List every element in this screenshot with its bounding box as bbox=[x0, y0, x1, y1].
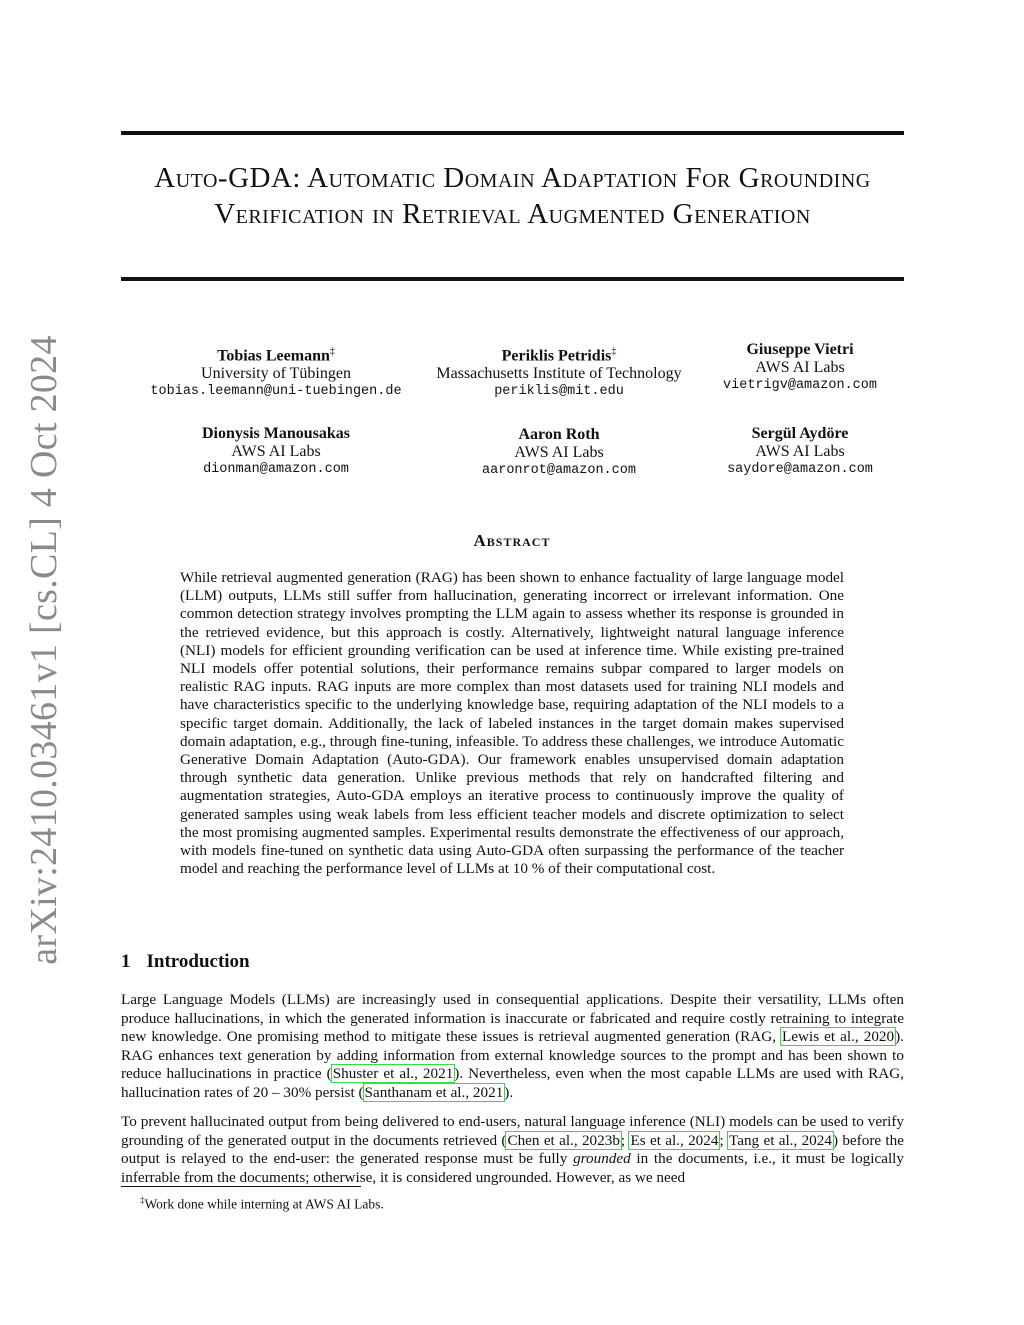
emphasis-text: grounded bbox=[573, 1150, 631, 1167]
paper-title: Auto-GDA: Automatic Domain Adaptation For Grounding Verification in Retrieval Augmented Generation bbox=[154, 162, 871, 230]
author-affiliation: University of Tübingen bbox=[201, 365, 351, 383]
author-email: dionman@amazon.com bbox=[203, 462, 349, 477]
author-block bbox=[650, 341, 950, 395]
author-block bbox=[126, 343, 426, 401]
author-email: saydore@amazon.com bbox=[727, 462, 873, 477]
citation-link[interactable]: Santhanam et al., 2021 bbox=[364, 1083, 504, 1101]
author-affiliation: AWS AI Labs bbox=[231, 443, 321, 460]
footnote-rule bbox=[121, 1186, 361, 1187]
title-rule-top bbox=[121, 131, 904, 135]
section-number: 1 bbox=[121, 951, 131, 972]
footnote bbox=[140, 1192, 384, 1213]
abstract-heading: Abstract bbox=[473, 531, 551, 550]
intro-paragraph-2 bbox=[121, 1113, 904, 1187]
author-block bbox=[650, 425, 950, 479]
author-name: Dionysis Manousakas bbox=[201, 425, 351, 442]
author-email: aaronrot@amazon.com bbox=[482, 463, 636, 478]
section-title: Introduction bbox=[146, 951, 250, 972]
citation-separator: ; bbox=[620, 1131, 630, 1149]
author-affiliation: AWS AI Labs bbox=[514, 444, 604, 461]
author-affiliation: Massachusetts Institute of Technology bbox=[436, 365, 682, 383]
text-run: in the documents, i.e., it must be logically inferrable from the documents; otherwise, it is considered ungrounded. However, as we need bbox=[121, 1150, 904, 1186]
author-affiliation: AWS AI Labs bbox=[755, 443, 845, 460]
text-run: ). bbox=[504, 1083, 514, 1101]
footnote-text: Work done while interning at AWS AI Labs. bbox=[144, 1196, 384, 1212]
author-block bbox=[126, 425, 426, 479]
citation-link[interactable]: Tang et al., 2024 bbox=[729, 1131, 832, 1149]
author-email: periklis@mit.edu bbox=[494, 384, 624, 400]
section-heading bbox=[121, 951, 250, 973]
abstract-text: While retrieval augmented generation (RAG) has been shown to enhance factuality of large language model (LLM) outputs, LLMs still suffer from hallucination, generating incorrect or irrelevant information. One common detection strategy involves prompting the LLM again to assess whether its response is grounded in the retrieved evidence, but this approach is costly. Alternatively, lightweight natural language inference (NLI) models for efficient grounding verification can be used at inference time. While existing pre-trained NLI models offer potential solutions, their performance remains subpar compared to larger models on realistic RAG inputs. RAG inputs are more complex than most datasets used for training NLI models and have characteristics specific to the underlying knowledge base, requiring adaptation of the NLI models to a specific target domain. Additionally, the lack of labeled instances in the target domain makes supervised domain adaptation, e.g., through fine-tuning, infeasible. To address these challenges, we introduce Automatic Generative Domain Adaptation (Auto-GDA). Our framework enables unsupervised domain adaptation through synthetic data generation. Unlike previous methods that rely on handcrafted filtering and augmentation strategies, Auto-GDA employs an iterative process to continuously improve the quality of generated samples using weak labels from less efficient teacher models and discrete optimization to select the most promising augmented samples. Experimental results demonstrate the effectiveness of our approach, with models fine-tuned on synthetic data using Auto-GDA often surpassing the performance of the teacher model and reaching the performance level of LLMs at 10 % of their computational cost. bbox=[180, 569, 844, 878]
author-name: Giuseppe Vietri bbox=[746, 341, 854, 358]
arxiv-identifier: arXiv:2410.03461v1 [cs.CL] 4 Oct 2024 bbox=[23, 335, 65, 965]
citation-link[interactable]: Shuster et al., 2021 bbox=[332, 1065, 454, 1082]
text-run: ). Nevertheless, even when the most capable LLMs are used with RAG, hallucination rates of 20 – 30% persist ( bbox=[121, 1065, 905, 1101]
text-run: ). RAG enhances text generation by adding information from external knowledge sources to the prompt and has been shown to reduce hallucinations in practice ( bbox=[121, 1028, 904, 1082]
citation-link[interactable]: Lewis et al., 2020 bbox=[782, 1028, 895, 1045]
author-mark: ‡ bbox=[611, 346, 617, 357]
intro-paragraph-1 bbox=[121, 991, 904, 1102]
text-run: To prevent hallucinated output from being delivered to end-users, natural language inference (NLI) models can be used to verify grounding of the generated output in the documents retrieved ( bbox=[121, 1113, 904, 1149]
citation-link[interactable]: Es et al., 2024 bbox=[630, 1131, 719, 1149]
title-rule-bottom bbox=[121, 277, 904, 281]
author-mark: ‡ bbox=[329, 346, 335, 357]
author-name: Periklis Petridis bbox=[501, 347, 612, 365]
author-email: tobias.leemann@uni-tuebingen.de bbox=[150, 384, 402, 400]
citation-separator: ; bbox=[719, 1131, 728, 1149]
citation-link[interactable]: Chen et al., 2023b bbox=[507, 1131, 620, 1149]
author-email: vietrigv@amazon.com bbox=[723, 378, 877, 393]
text-run: ) before the output is relayed to the end-user: the generated response must be fully bbox=[121, 1131, 904, 1167]
author-name: Aaron Roth bbox=[518, 426, 600, 443]
footnote-mark: ‡ bbox=[140, 1195, 145, 1205]
author-name: Tobias Leemann bbox=[217, 347, 330, 365]
author-name: Sergül Aydöre bbox=[751, 425, 849, 442]
author-affiliation: AWS AI Labs bbox=[755, 359, 845, 376]
text-run: Large Language Models (LLMs) are increasingly used in consequential applications. Despite their versatility, LLMs often produce hallucinations, in which the generated information is inaccurate or fabricated and require costly retraining to integrate new knowledge. One promising method to mitigate these issues is retrieval augmented generation (RAG, bbox=[121, 991, 904, 1045]
